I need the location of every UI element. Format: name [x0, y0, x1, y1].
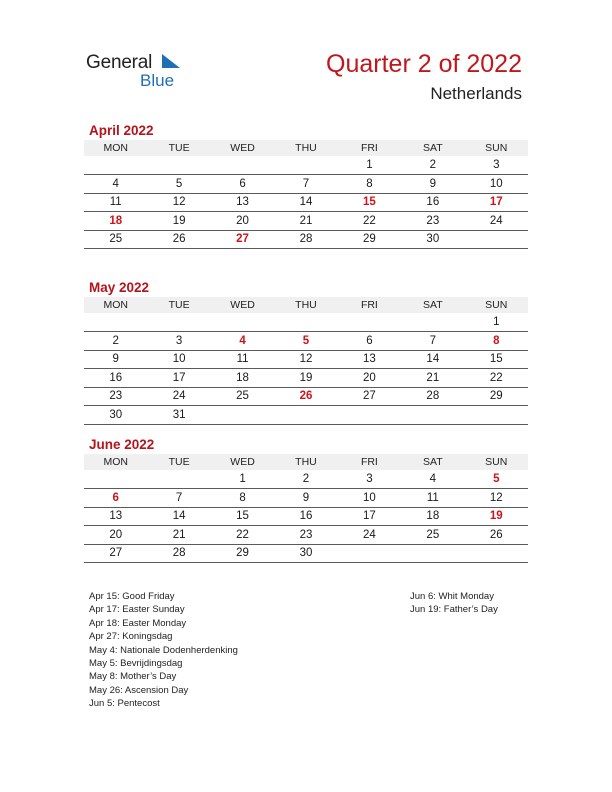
day-cell — [465, 544, 528, 563]
day-cell — [274, 313, 337, 332]
day-cell — [401, 313, 464, 332]
day-cell — [84, 470, 147, 489]
day-cell: 27 — [84, 544, 147, 563]
weekday-header: WED — [211, 454, 274, 470]
weekday-header: SAT — [401, 297, 464, 313]
weekday-header-row — [84, 454, 528, 470]
day-cell: 15 — [338, 193, 401, 212]
day-cell: 24 — [465, 212, 528, 231]
day-cell: 17 — [465, 193, 528, 212]
weekday-header: MON — [84, 140, 147, 156]
week-row — [84, 470, 528, 489]
day-cell: 16 — [274, 507, 337, 526]
calendar-table — [84, 454, 528, 563]
day-cell: 30 — [401, 230, 464, 249]
day-cell: 15 — [465, 350, 528, 369]
day-cell: 22 — [211, 526, 274, 545]
holiday-note: Apr 27: Koningsdag — [89, 631, 173, 643]
day-cell: 6 — [211, 175, 274, 194]
day-cell: 6 — [84, 489, 147, 508]
week-row — [84, 313, 528, 332]
day-cell: 11 — [84, 193, 147, 212]
day-cell: 5 — [274, 332, 337, 351]
week-row — [84, 332, 528, 351]
weekday-header: WED — [211, 140, 274, 156]
day-cell: 4 — [401, 470, 464, 489]
holiday-notes-right — [410, 590, 498, 617]
day-cell — [84, 313, 147, 332]
logo-triangle-icon — [162, 54, 180, 68]
day-cell: 21 — [401, 369, 464, 388]
week-row — [84, 369, 528, 388]
logo — [86, 50, 196, 90]
day-cell: 24 — [338, 526, 401, 545]
day-cell: 23 — [274, 526, 337, 545]
day-cell: 14 — [401, 350, 464, 369]
day-cell: 19 — [147, 212, 210, 231]
day-cell: 29 — [211, 544, 274, 563]
day-cell: 29 — [465, 387, 528, 406]
day-cell: 10 — [147, 350, 210, 369]
weekday-header: WED — [211, 297, 274, 313]
month-title: April 2022 — [89, 123, 154, 138]
day-cell: 24 — [147, 387, 210, 406]
weekday-header: TUE — [147, 140, 210, 156]
weekday-header: SUN — [465, 140, 528, 156]
month-june — [84, 436, 528, 563]
day-cell: 4 — [84, 175, 147, 194]
page-title: Quarter 2 of 2022 — [326, 50, 522, 78]
day-cell: 20 — [338, 369, 401, 388]
day-cell: 19 — [465, 507, 528, 526]
day-cell — [338, 313, 401, 332]
day-cell: 25 — [211, 387, 274, 406]
week-row — [84, 156, 528, 175]
calendar-table — [84, 297, 528, 425]
day-cell — [211, 156, 274, 175]
country-name: Netherlands — [430, 84, 522, 103]
day-cell: 7 — [274, 175, 337, 194]
day-cell: 3 — [147, 332, 210, 351]
day-cell: 8 — [338, 175, 401, 194]
day-cell: 18 — [211, 369, 274, 388]
weekday-header: MON — [84, 454, 147, 470]
day-cell: 21 — [147, 526, 210, 545]
day-cell — [147, 156, 210, 175]
day-cell: 22 — [465, 369, 528, 388]
day-cell: 23 — [84, 387, 147, 406]
day-cell — [338, 406, 401, 425]
day-cell: 5 — [465, 470, 528, 489]
day-cell: 11 — [211, 350, 274, 369]
weekday-header: SAT — [401, 140, 464, 156]
holiday-note: Apr 18: Easter Monday — [89, 617, 187, 629]
day-cell: 12 — [147, 193, 210, 212]
day-cell: 10 — [338, 489, 401, 508]
day-cell — [211, 406, 274, 425]
day-cell: 27 — [211, 230, 274, 249]
holiday-note: May 8: Mother’s Day — [89, 671, 177, 683]
week-row — [84, 230, 528, 249]
day-cell: 29 — [338, 230, 401, 249]
day-cell: 15 — [211, 507, 274, 526]
day-cell: 30 — [84, 406, 147, 425]
day-cell — [147, 313, 210, 332]
holiday-note: Apr 15: Good Friday — [89, 591, 175, 602]
calendar-table — [84, 140, 528, 249]
day-cell: 1 — [211, 470, 274, 489]
day-cell: 13 — [211, 193, 274, 212]
day-cell: 9 — [84, 350, 147, 369]
weekday-header: THU — [274, 454, 337, 470]
day-cell: 1 — [465, 313, 528, 332]
holiday-note: Jun 5: Pentecost — [89, 698, 160, 710]
day-cell: 30 — [274, 544, 337, 563]
day-cell — [465, 230, 528, 249]
day-cell: 23 — [401, 212, 464, 231]
day-cell: 18 — [84, 212, 147, 231]
weekday-header: MON — [84, 297, 147, 313]
day-cell: 3 — [338, 470, 401, 489]
day-cell: 16 — [84, 369, 147, 388]
day-cell: 13 — [338, 350, 401, 369]
holiday-note: Jun 19: Father’s Day — [410, 604, 498, 616]
day-cell: 10 — [465, 175, 528, 194]
day-cell: 17 — [147, 369, 210, 388]
day-cell: 26 — [465, 526, 528, 545]
day-cell: 4 — [211, 332, 274, 351]
weekday-header: FRI — [338, 454, 401, 470]
day-cell: 18 — [401, 507, 464, 526]
weekday-header: SAT — [401, 454, 464, 470]
month-april — [84, 122, 528, 249]
day-cell — [147, 470, 210, 489]
weekday-header: FRI — [338, 140, 401, 156]
weekday-header: FRI — [338, 297, 401, 313]
day-cell: 2 — [84, 332, 147, 351]
day-cell — [465, 406, 528, 425]
weekday-header: SUN — [465, 454, 528, 470]
day-cell: 7 — [147, 489, 210, 508]
day-cell: 13 — [84, 507, 147, 526]
month-title: June 2022 — [89, 437, 155, 452]
month-title: May 2022 — [89, 280, 150, 295]
day-cell: 2 — [401, 156, 464, 175]
day-cell: 9 — [274, 489, 337, 508]
weekday-header: SUN — [465, 297, 528, 313]
day-cell — [401, 406, 464, 425]
holiday-note: May 4: Nationale Dodenherdenking — [89, 644, 238, 656]
day-cell: 31 — [147, 406, 210, 425]
holiday-notes-left — [89, 590, 238, 711]
weekday-header: TUE — [147, 454, 210, 470]
day-cell: 3 — [465, 156, 528, 175]
week-row — [84, 489, 528, 508]
day-cell — [84, 156, 147, 175]
day-cell: 11 — [401, 489, 464, 508]
day-cell — [211, 313, 274, 332]
logo-blue-text: Blue — [140, 71, 175, 90]
day-cell: 26 — [274, 387, 337, 406]
day-cell: 28 — [401, 387, 464, 406]
weekday-header: THU — [274, 140, 337, 156]
day-cell — [274, 156, 337, 175]
day-cell: 25 — [401, 526, 464, 545]
day-cell: 8 — [211, 489, 274, 508]
weekday-header: THU — [274, 297, 337, 313]
day-cell: 26 — [147, 230, 210, 249]
weekday-header: TUE — [147, 297, 210, 313]
week-row — [84, 526, 528, 545]
day-cell: 14 — [274, 193, 337, 212]
week-row — [84, 175, 528, 194]
day-cell: 20 — [211, 212, 274, 231]
day-cell — [401, 544, 464, 563]
day-cell — [274, 406, 337, 425]
week-row — [84, 406, 528, 425]
day-cell: 16 — [401, 193, 464, 212]
day-cell: 20 — [84, 526, 147, 545]
month-may — [84, 279, 528, 425]
day-cell: 12 — [465, 489, 528, 508]
day-cell: 25 — [84, 230, 147, 249]
holiday-note: Jun 6: Whit Monday — [410, 591, 494, 602]
weekday-header-row — [84, 297, 528, 313]
holiday-note: May 26: Ascension Day — [89, 684, 189, 696]
day-cell: 17 — [338, 507, 401, 526]
day-cell: 1 — [338, 156, 401, 175]
week-row — [84, 387, 528, 406]
week-row — [84, 507, 528, 526]
week-row — [84, 193, 528, 212]
day-cell: 19 — [274, 369, 337, 388]
day-cell: 21 — [274, 212, 337, 231]
week-row — [84, 350, 528, 369]
week-row — [84, 544, 528, 563]
day-cell: 2 — [274, 470, 337, 489]
day-cell: 27 — [338, 387, 401, 406]
day-cell: 6 — [338, 332, 401, 351]
day-cell: 8 — [465, 332, 528, 351]
day-cell: 28 — [274, 230, 337, 249]
day-cell: 22 — [338, 212, 401, 231]
day-cell: 28 — [147, 544, 210, 563]
day-cell: 14 — [147, 507, 210, 526]
day-cell — [338, 544, 401, 563]
holiday-note: May 5: Bevrijdingsdag — [89, 658, 183, 670]
week-row — [84, 212, 528, 231]
logo-general-text: General — [86, 52, 153, 73]
weekday-header-row — [84, 140, 528, 156]
day-cell: 7 — [401, 332, 464, 351]
day-cell: 12 — [274, 350, 337, 369]
day-cell: 5 — [147, 175, 210, 194]
day-cell: 9 — [401, 175, 464, 194]
holiday-note: Apr 17: Easter Sunday — [89, 604, 185, 616]
